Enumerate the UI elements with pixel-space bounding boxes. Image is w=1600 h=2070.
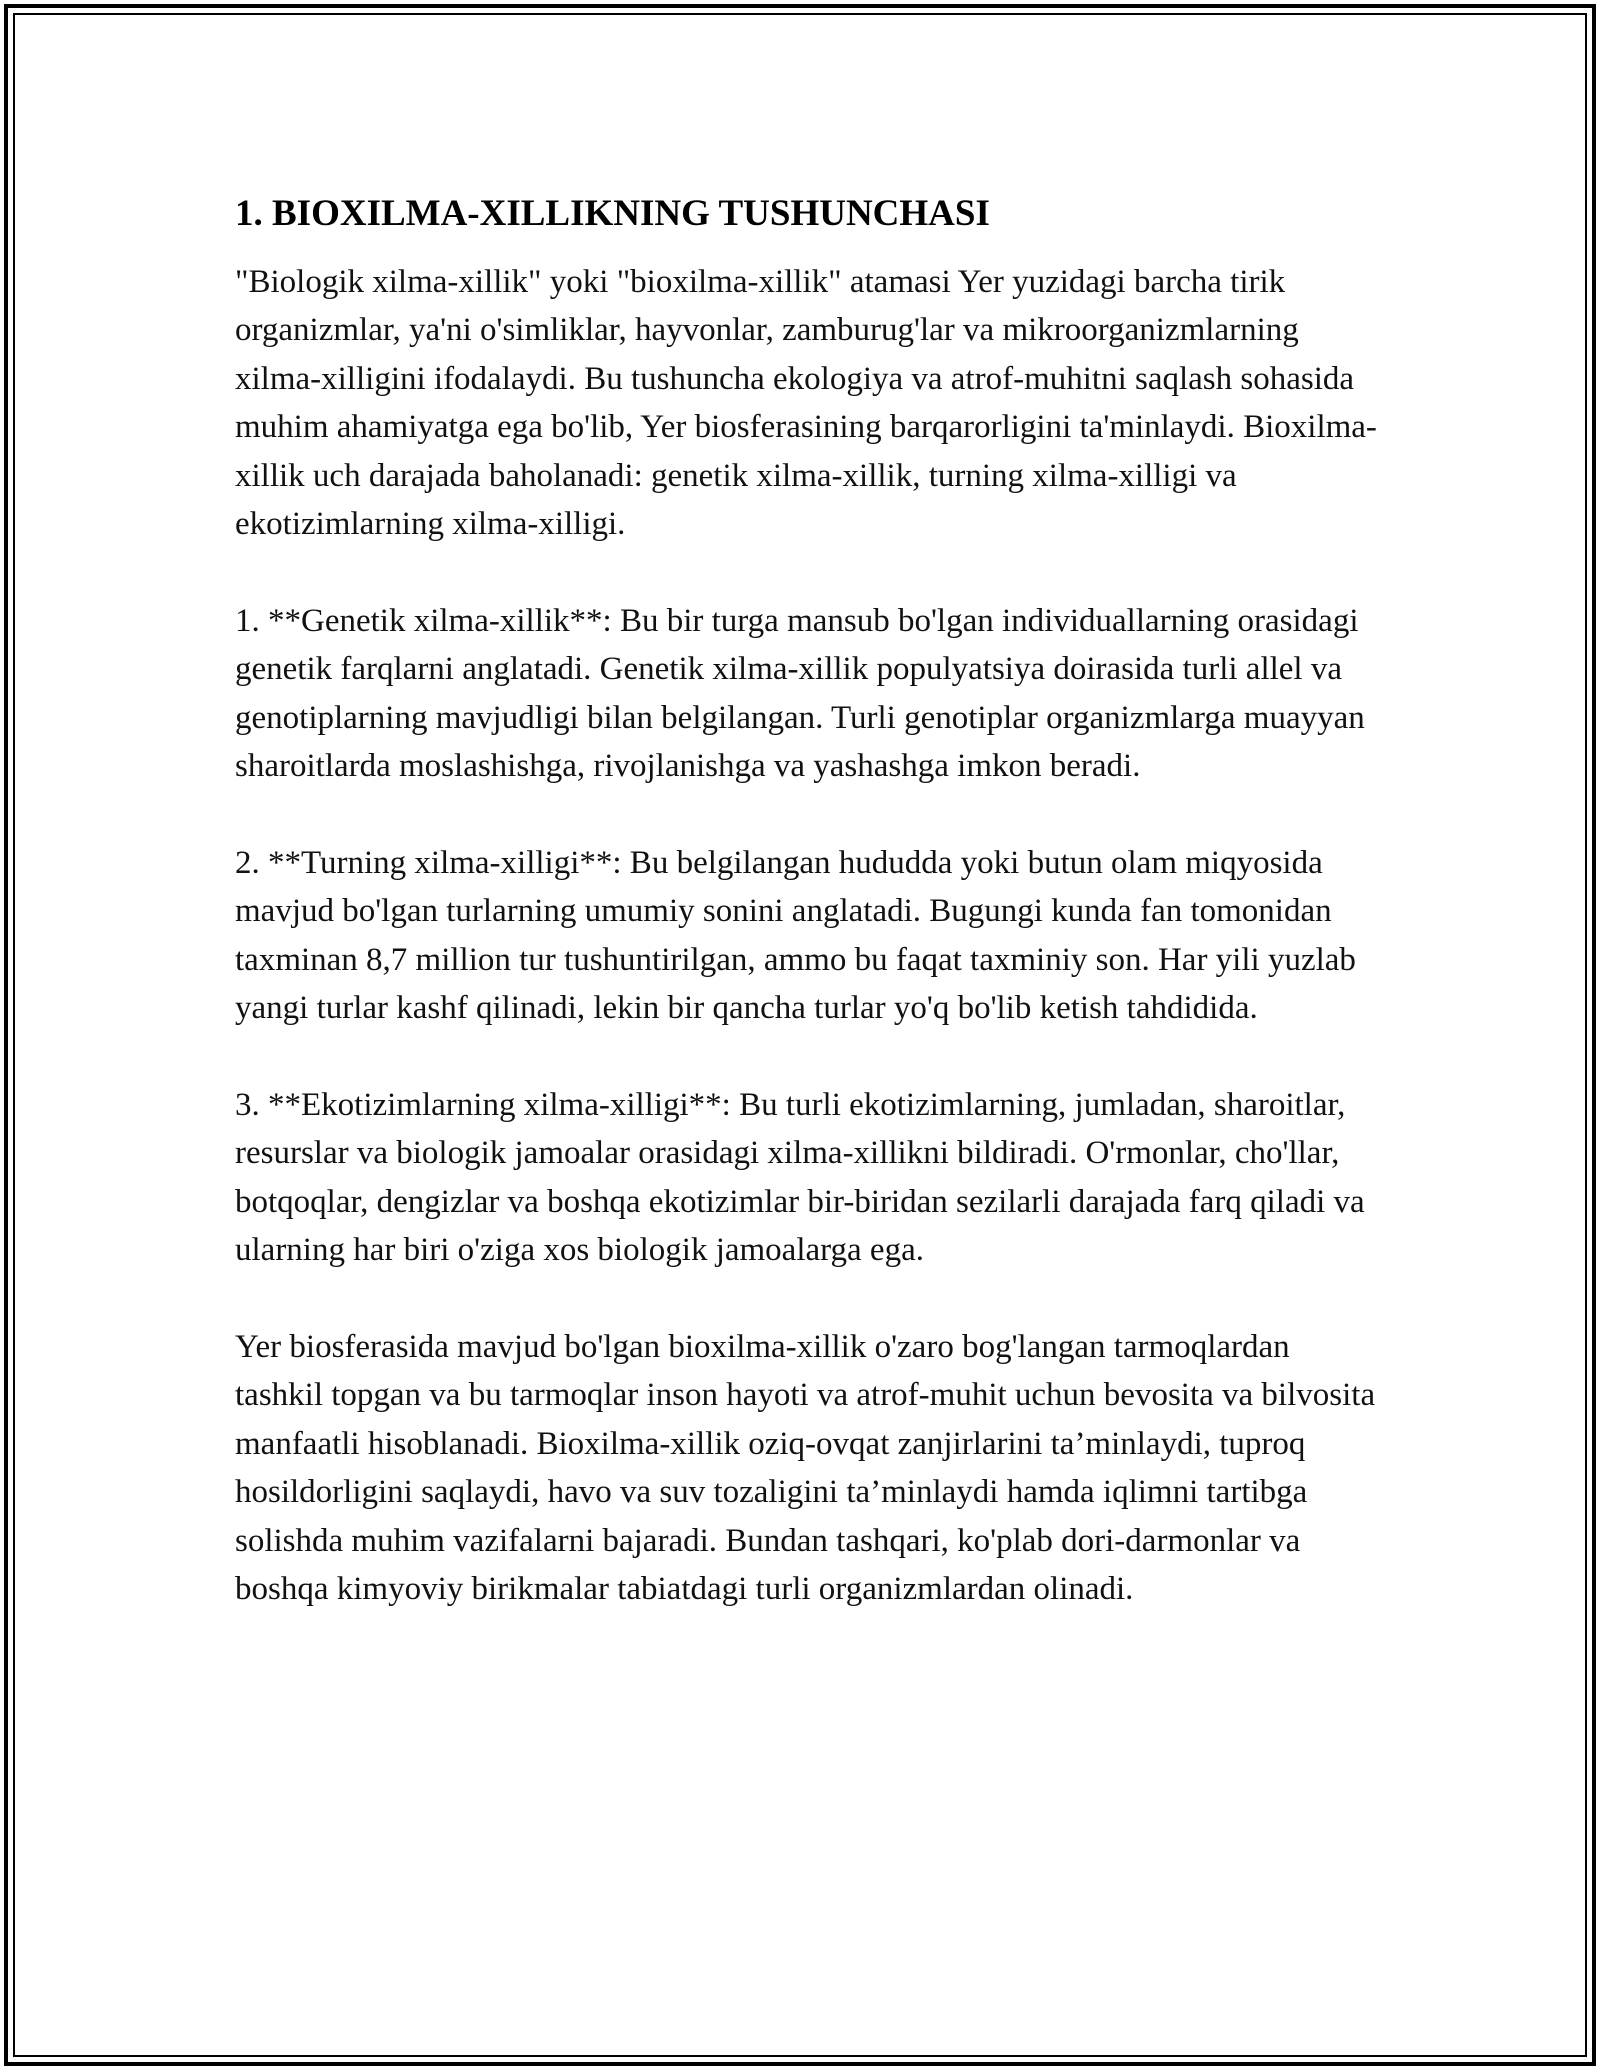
- intro-paragraph: "Biologik xilma-xillik" yoki "bioxilma-xillik" atamasi Yer yuzidagi barcha tirik organizmlar, ya'ni o'simliklar, hayvonlar, zamburug'lar va mikroorganizmlarning xilma-xilligini ifodalaydi. Bu tushuncha ekologiya va atrof-muhitni saqlash sohasida muhim ahamiyatga ega bo'lib, Yer biosferasining barqarorligini ta'minlaydi. Bioxilma-xillik uch darajada baholanadi: genetik xilma-xillik, turning xilma-xilligi va ekotizimlarning xilma-xilligi.: [235, 264, 1377, 543]
- conclusion-paragraph: Yer biosferasida mavjud bo'lgan bioxilma-xillik o'zaro bog'langan tarmoqlardan tashkil topgan va bu tarmoqlar inson hayoti va atrof-muhit uchun bevosita va bilvosita manfaatli hisoblanadi. Bioxilma-xillik oziq-ovqat zanjirlarini ta’minlaydi, tuproq hosildorligini saqlaydi, havo va suv tozaligini ta’minlaydi hamda iqlimni tartibga solishda muhim vazifalarni bajaradi. Bundan tashqari, ko'plab dori-darmonlar va boshqa kimyoviy birikmalar tabiatdagi turli organizmlardan olinadi.: [235, 1328, 1376, 1607]
- document-body: [235, 190, 1385, 1613]
- ecosystem-diversity-paragraph: 3. **Ekotizimlarning xilma-xilligi**: Bu turli ekotizimlarning, jumladan, sharoitlar, resurslar va biologik jamoalar orasidagi xilma-xillikni bildiradi. O'rmonlar, cho'llar, botqoqlar, dengizlar va boshqa ekotizimlar bir-biridan sezilarli darajada farq qiladi va ularning har biri o'ziga xos biologik jamoalarga ega.: [235, 1086, 1365, 1269]
- species-diversity-paragraph: 2. **Turning xilma-xilligi**: Bu belgilangan hududda yoki butun olam miqyosida mavjud bo'lgan turlarning umumiy sonini anglatadi. Bugungi kunda fan tomonidan taxminan 8,7 million tur tushuntirilgan, ammo bu faqat taxminiy son. Har yili yuzlab yangi turlar kashf qilinadi, lekin bir qancha turlar yo'q bo'lib ketish tahdidida.: [235, 844, 1356, 1027]
- genetic-diversity-paragraph: 1. **Genetik xilma-xillik**: Bu bir turga mansub bo'lgan individuallarning orasidagi genetik farqlarni anglatadi. Genetik xilma-xillik populyatsiya doirasida turli allel va genotiplarning mavjudligi bilan belgilangan. Turli genotiplar organizmlarga muayyan sharoitlarda moslashishga, rivojlanishga va yashashga imkon beradi.: [235, 602, 1365, 785]
- section-title: 1. BIOXILMA-XILLIKNING TUSHUNCHASI: [235, 193, 990, 234]
